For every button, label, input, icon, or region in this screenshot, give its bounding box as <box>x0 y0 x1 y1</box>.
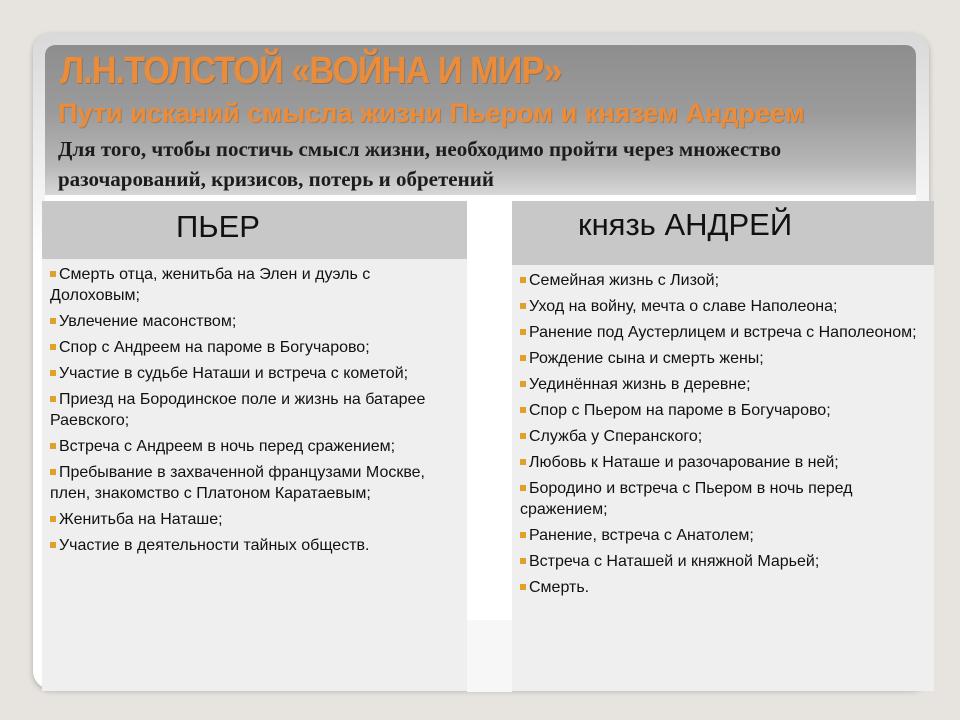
list-item: Рождение сына и смерть жены; <box>520 348 925 369</box>
list-item: Спор с Андреем на пароме в Богучарово; <box>50 337 460 358</box>
list-item: Бородино и встреча с Пьером в ночь перед сражением; <box>520 480 853 518</box>
bullet-square-icon <box>520 407 526 413</box>
slide-subtitle: Пути исканий смысла жизни Пьером и князем Андреем <box>58 98 805 128</box>
bullet-square-icon <box>520 584 526 590</box>
bullet-square-icon <box>50 469 56 475</box>
bullet-square-icon <box>50 271 56 277</box>
bullet-square-icon <box>520 381 526 387</box>
bullet-square-icon <box>50 370 56 376</box>
andrei-heading: князь АНДРЕЙ <box>578 207 793 242</box>
pierre-heading: ПЬЕР <box>176 209 260 244</box>
list-item: Любовь к Наташе и разочарование в ней; <box>520 452 925 473</box>
list-item: Спор с Пьером на пароме в Богучарово; <box>520 400 925 421</box>
pierre-column-header <box>42 201 467 259</box>
bullet-square-icon <box>50 396 56 402</box>
andrei-list <box>520 270 925 603</box>
list-item: Семейная жизнь с Лизой; <box>520 270 925 291</box>
list-item: Встреча с Андреем в ночь перед сражением; <box>50 436 460 457</box>
bullet-square-icon <box>50 318 56 324</box>
bullet-square-icon <box>520 532 526 538</box>
bullet-square-icon <box>520 303 526 309</box>
column-gutter <box>467 620 512 692</box>
list-item: Ранение, встреча с Анатолем; <box>520 525 925 546</box>
bullet-square-icon <box>520 433 526 439</box>
list-item: Увлечение масонством; <box>50 311 460 332</box>
pierre-column <box>42 201 467 691</box>
bullet-square-icon <box>520 459 526 465</box>
list-item: Встреча с Наташей и княжной Марьей; <box>520 551 925 572</box>
bullet-square-icon <box>50 516 56 522</box>
list-item: Уединённая жизнь в деревне; <box>520 374 925 395</box>
list-item: Уход на войну, мечта о славе Наполеона; <box>520 296 925 317</box>
list-item: Участие в судьбе Наташи и встреча с кометой; <box>50 363 460 384</box>
bullet-square-icon <box>50 344 56 350</box>
andrei-column-header <box>512 201 934 265</box>
list-item: Смерть. <box>520 577 925 598</box>
list-item: Пребывание в захваченной французами Москве, плен, знакомство с Платоном Каратаевым; <box>50 464 425 502</box>
list-item: Служба у Сперанского; <box>520 426 925 447</box>
bullet-square-icon <box>520 558 526 564</box>
bullet-square-icon <box>520 485 526 491</box>
list-item: Участие в деятельности тайных обществ. <box>50 535 460 556</box>
bullet-square-icon <box>50 542 56 548</box>
bullet-square-icon <box>520 329 526 335</box>
slide-title: Л.Н.ТОЛСТОЙ «ВОЙНА И МИР» <box>60 50 562 92</box>
list-item: Ранение под Аустерлицем и встреча с Наполеоном; <box>520 322 925 343</box>
bullet-square-icon <box>520 277 526 283</box>
bullet-square-icon <box>50 443 56 449</box>
intro-text: Для того, чтобы постичь смысл жизни, необходимо пройти через множество разочарований, кризисов, потерь и обретений <box>58 137 782 191</box>
list-item: Приезд на Бородинское поле и жизнь на батарее Раевского; <box>50 391 426 429</box>
list-item: Смерть отца, женитьба на Элен и дуэль с Долоховым; <box>50 266 371 304</box>
pierre-list <box>50 264 460 561</box>
andrei-column <box>512 201 934 691</box>
list-item: Женитьба на Наташе; <box>50 509 460 530</box>
bullet-square-icon <box>520 355 526 361</box>
